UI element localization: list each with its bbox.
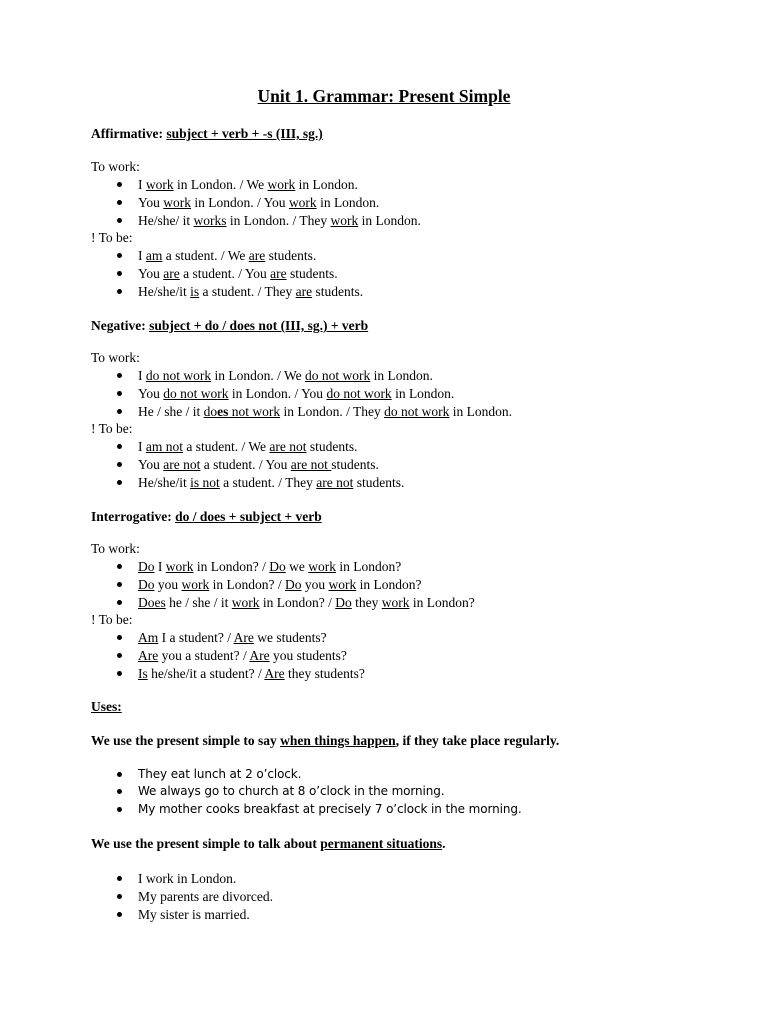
sentence-text: in London? [409, 595, 475, 610]
bullet-icon [117, 772, 122, 777]
affirmative-to-be-label: ! To be: [91, 230, 133, 245]
sentence-text: students. [286, 266, 338, 281]
sentence-text: a student. / We [183, 439, 270, 454]
sentence-text: in London. [295, 177, 358, 192]
list-item [138, 648, 347, 664]
use1-text: We use the present simple to say [91, 733, 281, 748]
bullet-icon [117, 671, 122, 676]
bullet-icon [117, 373, 122, 378]
underlined-verb-form: are not [163, 457, 201, 472]
underlined-verb-form: am not [145, 439, 183, 454]
list-item [138, 284, 363, 300]
underlined-verb-form: work [381, 595, 410, 610]
underlined-verb-form: Are [138, 648, 159, 663]
sentence-text: I [138, 177, 146, 192]
sentence-text: in London. / They [280, 404, 385, 419]
underlined-verb-form: work [163, 195, 192, 210]
affirmative-rule [91, 126, 323, 142]
list-item [138, 404, 512, 420]
bullet-icon [117, 894, 122, 899]
list-item [138, 248, 316, 264]
bullet-icon [117, 182, 122, 187]
list-item [138, 213, 421, 229]
bullet-icon [117, 876, 122, 881]
bullet-icon [117, 253, 122, 258]
use2-text-end: . [442, 836, 446, 851]
sentence-text: in London? / [209, 577, 285, 592]
sentence-text: in London. [370, 368, 433, 383]
sentence-text: in London. [316, 195, 380, 210]
sentence-text: they students? [284, 666, 365, 681]
sentence-text: you a student? / [158, 648, 250, 663]
list-item [138, 475, 404, 491]
list-item [138, 630, 327, 646]
underlined-verb-form: Do [285, 577, 302, 592]
underlined-verb-form: work [165, 559, 194, 574]
sentence-text: they [351, 595, 382, 610]
sentence-text: students. [312, 284, 364, 299]
list-item [138, 457, 379, 473]
use1-example: My mother cooks breakfast at precisely 7 o’clock in the morning. [138, 802, 522, 816]
sentence-text: a student. / You [179, 266, 271, 281]
sentence-text: in London. / You [228, 386, 327, 401]
underlined-verb-form: do not work [163, 386, 229, 401]
underlined-verb-form: do not work [384, 404, 450, 419]
sentence-text: You [138, 457, 164, 472]
sentence-text: You [138, 266, 164, 281]
sentence-text: He/she/it [138, 475, 191, 490]
list-item [138, 439, 358, 455]
bullet-icon [117, 600, 122, 605]
underlined-verb-form: not work [228, 404, 281, 419]
use2-example: I work in London. [138, 871, 237, 886]
bullet-icon [117, 653, 122, 658]
underlined-verb-form: works [193, 213, 227, 228]
sentence-text: a student. / We [162, 248, 249, 263]
sentence-text: You [138, 386, 164, 401]
affirmative-formula: subject + verb + -s (III, sg.) [166, 126, 323, 141]
page-title: Unit 1. Grammar: Present Simple [257, 86, 511, 106]
sentence-text: he/she/it a student? / [147, 666, 265, 681]
underlined-verb-form: work [308, 559, 336, 574]
interrogative-to-be-label: ! To be: [91, 612, 133, 627]
underlined-verb-form: work [267, 177, 296, 192]
interrogative-label: Interrogative: [91, 509, 176, 524]
underlined-verb-form: do [203, 404, 218, 419]
underlined-verb-form: do not work [145, 368, 212, 383]
sentence-text: in London? / [193, 559, 270, 574]
underlined-verb-form: are [295, 284, 313, 299]
underlined-verb-form: Are [233, 630, 254, 645]
underlined-verb-form: Are [249, 648, 270, 663]
use1-example: We always go to church at 8 o’clock in the morning. [138, 784, 445, 798]
sentence-text: in London. / They [226, 213, 331, 228]
interrogative-to-work-label: To work: [91, 541, 140, 556]
bullet-icon [117, 789, 122, 794]
sentence-text: you [154, 577, 182, 592]
sentence-text: in London? / [259, 595, 336, 610]
negative-rule [91, 318, 368, 334]
sentence-text: a student. / They [219, 475, 317, 490]
negative-to-work-label: To work: [91, 350, 140, 365]
sentence-text: students. [331, 457, 379, 472]
list-item [138, 368, 433, 384]
underlined-verb-form: es [217, 404, 229, 419]
use1-statement [91, 733, 559, 749]
sentence-text: You [138, 195, 164, 210]
sentence-text: I [138, 248, 146, 263]
underlined-verb-form: work [330, 213, 359, 228]
negative-label: Negative: [91, 318, 150, 333]
underlined-verb-form: Do [138, 577, 155, 592]
underlined-verb-form: is [190, 284, 200, 299]
list-item [138, 195, 379, 211]
underlined-verb-form: do not work [326, 386, 392, 401]
sentence-text: He/she/ it [138, 213, 194, 228]
underlined-verb-form: Do [269, 559, 286, 574]
underlined-verb-form: work [181, 577, 210, 592]
negative-formula: subject + do / does not (III, sg.) + verb [149, 318, 369, 333]
sentence-text: I [154, 559, 166, 574]
underlined-verb-form: are not [290, 457, 332, 472]
use2-text: We use the present simple to talk about [91, 836, 321, 851]
underlined-verb-form: are not [316, 475, 354, 490]
underlined-verb-form: is not [190, 475, 220, 490]
use2-highlight: permanent situations [320, 836, 443, 851]
underlined-verb-form: work [328, 577, 357, 592]
uses-heading: Uses: [91, 699, 122, 714]
bullet-icon [117, 807, 122, 812]
underlined-verb-form: are not [269, 439, 307, 454]
list-item [138, 666, 365, 682]
use2-statement [91, 836, 446, 852]
sentence-text: in London? [336, 559, 402, 574]
list-item [138, 559, 401, 575]
sentence-text: we students? [253, 630, 327, 645]
bullet-icon [117, 200, 122, 205]
underlined-verb-form: Are [264, 666, 285, 681]
sentence-text: students. [353, 475, 405, 490]
underlined-verb-form: Does [138, 595, 166, 610]
list-item [138, 595, 475, 611]
list-item [138, 577, 422, 593]
bullet-icon [117, 635, 122, 640]
sentence-text: I a student? / [158, 630, 234, 645]
sentence-text: I [138, 368, 146, 383]
affirmative-to-work-label: To work: [91, 159, 140, 174]
sentence-text: you students? [269, 648, 347, 663]
underlined-verb-form: are [270, 266, 287, 281]
affirmative-label: Affirmative: [91, 126, 167, 141]
sentence-text: He/she/it [138, 284, 191, 299]
underlined-verb-form: are [163, 266, 180, 281]
sentence-text: in London. [449, 404, 512, 419]
sentence-text: in London. [358, 213, 421, 228]
list-item [138, 266, 338, 282]
underlined-verb-form: are [248, 248, 266, 263]
bullet-icon [117, 289, 122, 294]
use1-text-end: , if they take place regularly. [395, 733, 560, 748]
bullet-icon [117, 218, 122, 223]
sentence-text: a student. / You [200, 457, 291, 472]
bullet-icon [117, 391, 122, 396]
sentence-text: you [301, 577, 329, 592]
sentence-text: he / she / it [165, 595, 232, 610]
sentence-text: in London. / You [191, 195, 289, 210]
sentence-text: in London. / We [211, 368, 306, 383]
bullet-icon [117, 271, 122, 276]
use2-example: My parents are divorced. [138, 889, 273, 904]
list-item [138, 386, 454, 402]
sentence-text: students. [306, 439, 358, 454]
sentence-text: students. [265, 248, 317, 263]
underlined-verb-form: work [145, 177, 174, 192]
sentence-text: in London. [391, 386, 455, 401]
sentence-text: we [285, 559, 309, 574]
sentence-text: in London? [356, 577, 422, 592]
use1-highlight: when things happen [280, 733, 396, 748]
underlined-verb-form: do not work [305, 368, 371, 383]
bullet-icon [117, 409, 122, 414]
bullet-icon [117, 582, 122, 587]
use2-example: My sister is married. [138, 907, 250, 922]
bullet-icon [117, 564, 122, 569]
sentence-text: in London. / We [173, 177, 268, 192]
bullet-icon [117, 912, 122, 917]
negative-to-be-label: ! To be: [91, 421, 133, 436]
underlined-verb-form: work [231, 595, 260, 610]
bullet-icon [117, 462, 122, 467]
use1-example: They eat lunch at 2 o’clock. [138, 767, 302, 781]
sentence-text: a student. / They [199, 284, 296, 299]
underlined-verb-form: Is [138, 666, 148, 681]
list-item [138, 177, 358, 193]
interrogative-rule [91, 509, 322, 525]
underlined-verb-form: Do [138, 559, 155, 574]
underlined-verb-form: Am [138, 630, 159, 645]
underlined-verb-form: am [145, 248, 163, 263]
sentence-text: He / she / it [138, 404, 204, 419]
sentence-text: I [138, 439, 146, 454]
bullet-icon [117, 444, 122, 449]
bullet-icon [117, 480, 122, 485]
underlined-verb-form: work [288, 195, 317, 210]
underlined-verb-form: Do [335, 595, 352, 610]
interrogative-formula: do / does + subject + verb [175, 509, 322, 524]
